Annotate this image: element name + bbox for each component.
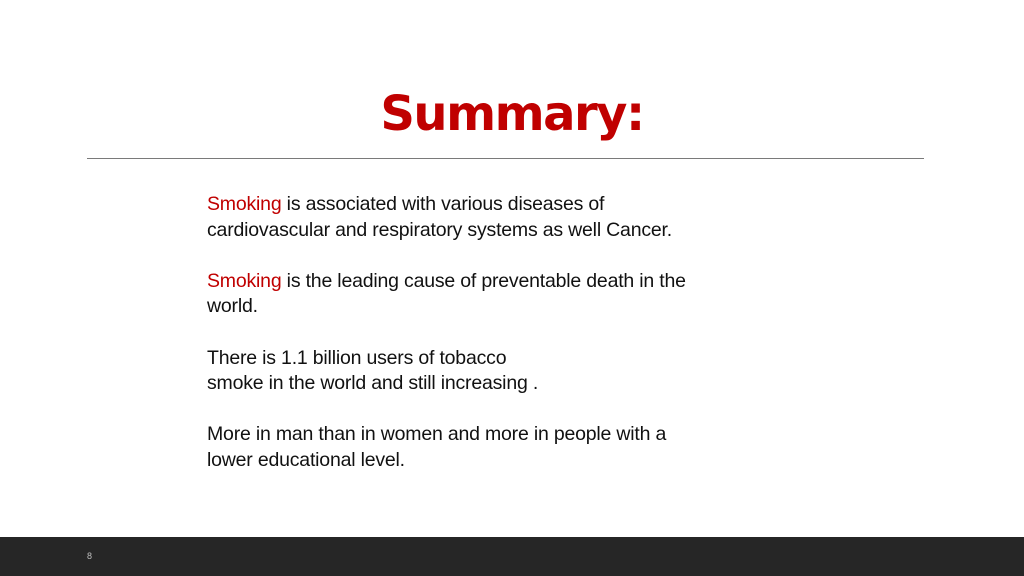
paragraph-text: is associated with various diseases of bbox=[281, 193, 605, 215]
paragraph-line: cardiovascular and respiratory systems as well Cancer. bbox=[207, 218, 672, 241]
paragraph-line: More in man than in women and more in people with a bbox=[207, 423, 667, 446]
paragraph-line: smoke in the world and still increasing . bbox=[207, 372, 539, 395]
paragraph-line bbox=[207, 192, 767, 218]
slide-title: Summary: bbox=[380, 86, 644, 142]
paragraph-line: lower educational level. bbox=[207, 448, 405, 471]
title-divider bbox=[87, 158, 924, 159]
highlight-smoking: Smoking bbox=[207, 269, 282, 292]
paragraph-tobacco-users bbox=[207, 346, 767, 397]
paragraph-demographics bbox=[207, 422, 767, 473]
slide-number: 8 bbox=[87, 551, 93, 561]
paragraph-line bbox=[207, 269, 767, 295]
paragraph-smoking-death bbox=[207, 269, 767, 320]
summary-body bbox=[207, 192, 767, 499]
highlight-smoking: Smoking bbox=[207, 193, 282, 215]
paragraph-line: world. bbox=[207, 295, 258, 318]
paragraph-line: There is 1.1 billion users of tobacco bbox=[207, 346, 507, 369]
paragraph-smoking-diseases bbox=[207, 192, 767, 243]
footer-bar bbox=[0, 537, 1024, 576]
paragraph-text: is the leading cause of preventable death in the bbox=[281, 269, 686, 292]
